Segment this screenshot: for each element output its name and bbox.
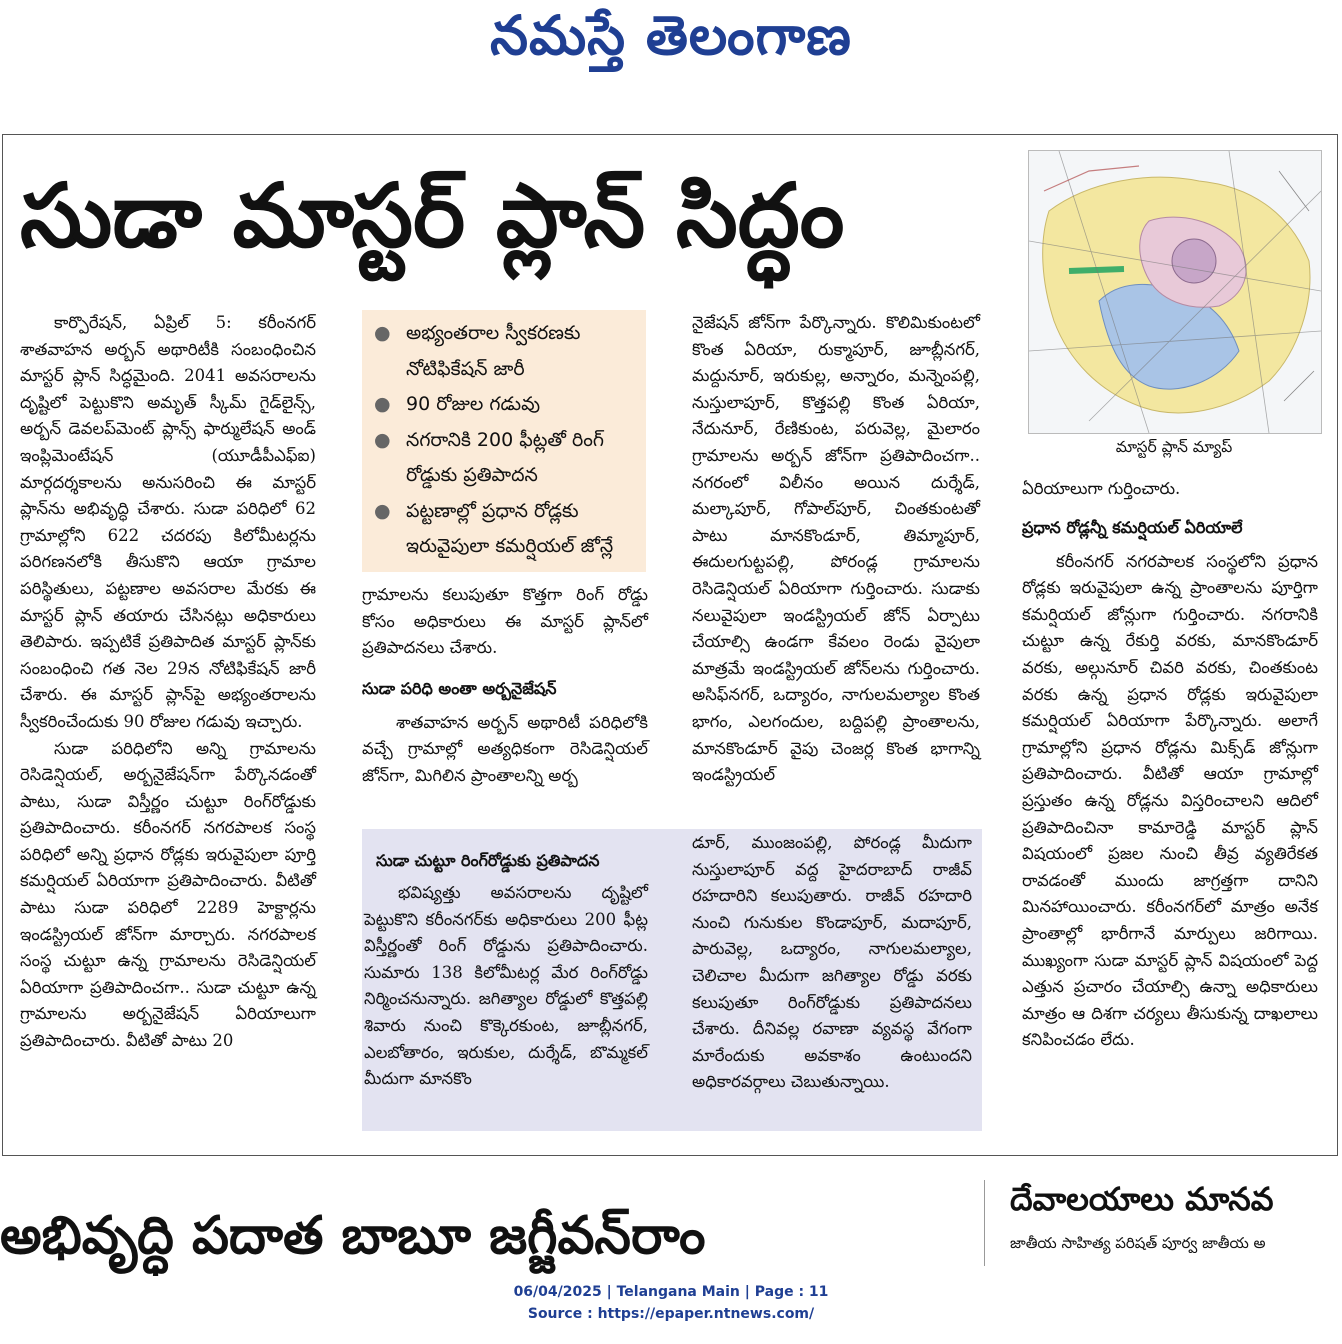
article-paragraph: కార్పొరేషన్, ఏప్రిల్ 5: కరీంనగర్ శాతవాహన అర్బన్ అథారిటీకి సంబంధించిన మాస్టర్ ప్లాన్ సిద్ధమైంది. 2041 అవసరాలను దృష్టిలో పెట్టుకొని అమృత్ స్కీమ్ గైడ్‌లైన్స్, అర్బన్ డెవలప్‌మెంట్ ప్లాన్స్ ఫార్ములేషన్ అండ్ ఇంప్లిమెంటేషన్ (యూడీపీఎఫ్ఐ) మార్గదర్శకాలను అనుసరించి ఈ మాస్టర్ ప్లాన్‌ను అభివృద్ధి చేశారు. సుడా పరిధిలో 62 గ్రామాల్లోని 622 చదరపు కిలోమీటర్లను పరిగణనలోకి తీసుకొని ఆయా గ్రామాల పరిస్థితులు, పట్టణాల అవసరాల మేరకు ఈ మాస్టర్ ప్లాన్ తయారు చేసినట్లు అధికారులు తెలిపారు. ఇప్పటికే ప్రతిపాదిత మాస్టర్ ప్లాన్‌కు సంబంధించి గత నెల 29న నోటిఫికేషన్ జారీ చేశారు. ఈ మాస్టర్ ప్లాన్‌పై అభ్యంతరాలను స్వీకరించేందుకు 90 రోజుల గడువు ఇచ్చారు.: [20, 313, 316, 731]
section-subheading: సుడా పరిధి అంతా అర్బనైజేషన్: [362, 678, 557, 698]
bullet-icon: ●: [374, 428, 391, 451]
footer-date-edition: 06/04/2025 | Telangana Main | Page : 11: [513, 1284, 829, 1300]
highlight-item: ● నగరానికి 200 ఫీట్లతో రింగ్ రోడ్డుకు ప్రతిపాదన: [370, 423, 640, 494]
highlight-item: ● 90 రోజుల గడువు: [370, 387, 640, 423]
highlights-box: [362, 310, 646, 572]
ringroad-box-title: సుడా చుట్టూ రింగ్‌రోడ్డుకు ప్రతిపాదన: [376, 851, 600, 870]
ringroad-box-left: [364, 880, 648, 1093]
article-paragraph: శాతవాహన అర్బన్ అథారిటీ పరిధిలోకి వచ్చే గ్రామాల్లో అత్యధికంగా రెసిడెన్షియల్ జోన్‌గా, మిగిలిన ప్రాంతాలన్ని అర్బ: [362, 712, 648, 785]
bullet-icon: ●: [374, 393, 391, 415]
masthead: [0, 0, 1342, 80]
article-paragraph: గ్రామాలను కలుపుతూ కొత్తగా రింగ్ రోడ్డు కోసం అధికారులు ఈ మాస్టర్ ప్లాన్‌లో ప్రతిపాదనలు చేశారు.: [362, 585, 648, 658]
highlight-item: ● అభ్యంతరాల స్వీకరణకు నోటిఫికేషన్ జారీ: [370, 316, 640, 387]
ringroad-box-right: [692, 830, 972, 1096]
article-paragraph: నైజేషన్ జోన్‌గా పేర్కొన్నారు. కొలిమికుంటలో కొంత ఏరియా, రుక్మాపూర్, జూబ్లీనగర్, మద్దునూర్, ఇరుకుల్ల, అన్నారం, మన్నెంపల్లి, నుస్తులాపూర్, కొత్తపల్లి కొంత ఏరియా, నేదునూర్, రేణికుంట, పరువెల్ల, మైలారం గ్రామాలను అర్బన్ జోన్‌గా ప్రతిపాదించగా.. నగరంలో విలీనం అయిన దుర్శేడ్, మల్కాపూర్, గోపాల్‌పూర్, చింతకుంటతో పాటు మానకొండూర్, తిమ్మాపూర్, ఈదులగుట్టపల్లి, పోరండ్ల గ్రామాలను రెసిడెన్షియల్ ఏరియాగా గుర్తించారు. సుడాకు నలువైపులా ఇండస్ట్రియల్ జోన్ ఏర్పాటు చేయాల్సి ఉండగా కేవలం రెండు వైపులా మాత్రమే ఇండస్ట్రియల్ జోన్‌లను గుర్తించారు. అసిఫ్‌నగర్, ఒద్యారం, నాగులమల్యాల కొంత భాగం, ఎలగందుల, బద్దిపల్లి ప్రాంతాలను, మానకొండూర్ వైపు చెంజర్ల కొంత భాగాన్ని ఇండస్ట్రియల్: [692, 313, 980, 785]
next-article-headline: అభివృద్ధి పదాత బాబూ జగ్జీవన్‌రాం: [0, 1206, 706, 1266]
article-column-1: [20, 310, 316, 1055]
article-paragraph: సుడా పరిధిలోని అన్ని గ్రామాలను రెసిడెన్షియల్, అర్బనైజేషన్‌గా పేర్కొనడంతో పాటు, సుడా విస్తీర్ణం చుట్టూ రింగ్‌రోడ్డుకు ప్రతిపాదించారు. కరీంనగర్ నగరపాలక సంస్థ పరిధిలో అన్ని ప్రధాన రోడ్లకు ఇరువైపులా పూర్తి కమర్షియల్ ఏరియాగా ప్రతిపాదించారు. వీటితో పాటు సుడా పరిధిలో 2289 హెక్టార్లను ఇండస్ట్రియల్ జోన్‌గా మార్చారు. నగరపాలక సంస్థ చుట్టూ ఉన్న గ్రామాలను రెసిడెన్షియల్ ఏరియాగా ప్రతిపాదించగా.. సుడా చుట్టూ ఉన్న గ్రామాలను అర్బనైజేషన్ ఏరియాలుగా ప్రతిపాదించారు. వీటితో పాటు 20: [20, 738, 316, 1051]
next-article-subtitle-right: జాతీయ సాహిత్య పరిషత్ పూర్వ జాతీయ అ: [1010, 1234, 1266, 1252]
article-paragraph: డూర్, ముంజంపల్లి, పోరండ్ల మీదుగా నుస్తులాపూర్ వద్ద హైదరాబాద్ రాజీవ్ రహదారిని కలుపుతారు. రాజీవ్ రహదారి నుంచి గునుకుల కొండాపూర్, మదాపూర్, పారువెల్ల, ఒద్యారం, నాగులమల్యాల, చెలిచాల మీదుగా జగిత్యాల రోడ్డు వరకు కలుపుతూ రింగ్‌రోడ్డుకు ప్రతిపాదనలు చేశారు. దీనివల్ల రవాణా వ్యవస్థ వేగంగా మారేందుకు అవకాశం ఉంటుందని అధికారవర్గాలు చెబుతున్నాయి.: [692, 833, 972, 1092]
article-paragraph: ఏరియాలుగా గుర్తించారు.: [1022, 479, 1181, 498]
section-subheading: ప్రధాన రోడ్లన్నీ కమర్షియల్ ఏరియాలే: [1022, 517, 1243, 537]
article-paragraph: భవిష్యత్తు అవసరాలను దృష్టిలో పెట్టుకొని కరీంనగర్‌కు అధికారులు 200 ఫీట్ల విస్తీర్ణంతో రింగ్ రోడ్డును ప్రతిపాదించారు. సుమారు 138 కిలోమీటర్ల మేర రింగ్‌రోడ్డు నిర్మించనున్నారు. జగిత్యాల రోడ్డులో కొత్తపల్లి శివారు నుంచి కొక్కెరకుంట, జూబ్లీనగర్, ఎలబోతారం, ఇరుకుల, దుర్శేడ్, బొమ్మకల్ మీదుగా మానకొం: [364, 883, 648, 1089]
bullet-icon: ●: [374, 499, 391, 522]
article-column-3: [692, 310, 980, 789]
map-drawing: [1029, 151, 1321, 433]
article-column-2: [362, 582, 648, 790]
next-article-headline-right: దేవాలయాలు మానవ: [1010, 1180, 1274, 1218]
article-headline: సుడా మాస్టర్ ప్లాన్ సిద్ధం: [20, 164, 845, 267]
highlight-item: ● పట్టణాల్లో ప్రధాన రోడ్లకు ఇరువైపులా కమర్షియల్ జోన్లే: [370, 494, 640, 565]
map-caption: మాస్టర్ ప్లాన్ మ్యాప్: [1115, 438, 1233, 456]
article-column-4: [1022, 476, 1318, 1054]
bullet-icon: ●: [374, 322, 391, 344]
newspaper-logo: నమస్తే తెలంగాణ: [490, 4, 852, 67]
article-paragraph: కరీంనగర్ నగరపాలక సంస్థలోని ప్రధాన రోడ్లకు ఇరువైపులా ఉన్న ప్రాంతాలను పూర్తిగా కమర్షియల్ జోన్లుగా గుర్తించారు. నగరానికి చుట్టూ ఉన్న రేకుర్తి వరకు, మానకొండూర్ వరకు, అల్గునూర్ చివరి వరకు, చింతకుంట వరకు ఉన్న ప్రధాన రోడ్లకు ఇరువైపులా కమర్షియల్ ఏరియాగా పేర్కొన్నారు. అలాగే గ్రామాల్లోని ప్రధాన రోడ్లను మిక్స్‌డ్ జోన్లుగా ప్రతిపాదించారు. వీటితో ఆయా గ్రామాల్లో ప్రస్తుతం ఉన్న రోడ్లను విస్తరించాలని ఆదిలో ప్రతిపాదించినా కామారెడ్డి మాస్టర్ ప్లాన్ విషయంలో ప్రజల నుంచి తీవ్ర వ్యతిరేకత రావడంతో ముందు జాగ్రత్తగా దానిని మినహాయించారు. కరీంనగర్‌లో మాత్రం అనేక ప్రాంతాల్లో భారీగానే మార్పులు జరిగాయి. ముఖ్యంగా సుడా మాస్టర్ ప్లాన్ విషయంలో పెద్ద ఎత్తున ప్రచారం చేయాల్సి ఉన్నా అధికారులు మాత్రం ఆ దిశగా చర్యలు తీసుకున్న దాఖలాలు కనిపించడం లేదు.: [1022, 551, 1318, 1050]
master-plan-map-image: [1028, 150, 1322, 434]
footer-source: Source : https://epaper.ntnews.com/: [527, 1306, 815, 1322]
column-divider: [984, 1180, 985, 1266]
